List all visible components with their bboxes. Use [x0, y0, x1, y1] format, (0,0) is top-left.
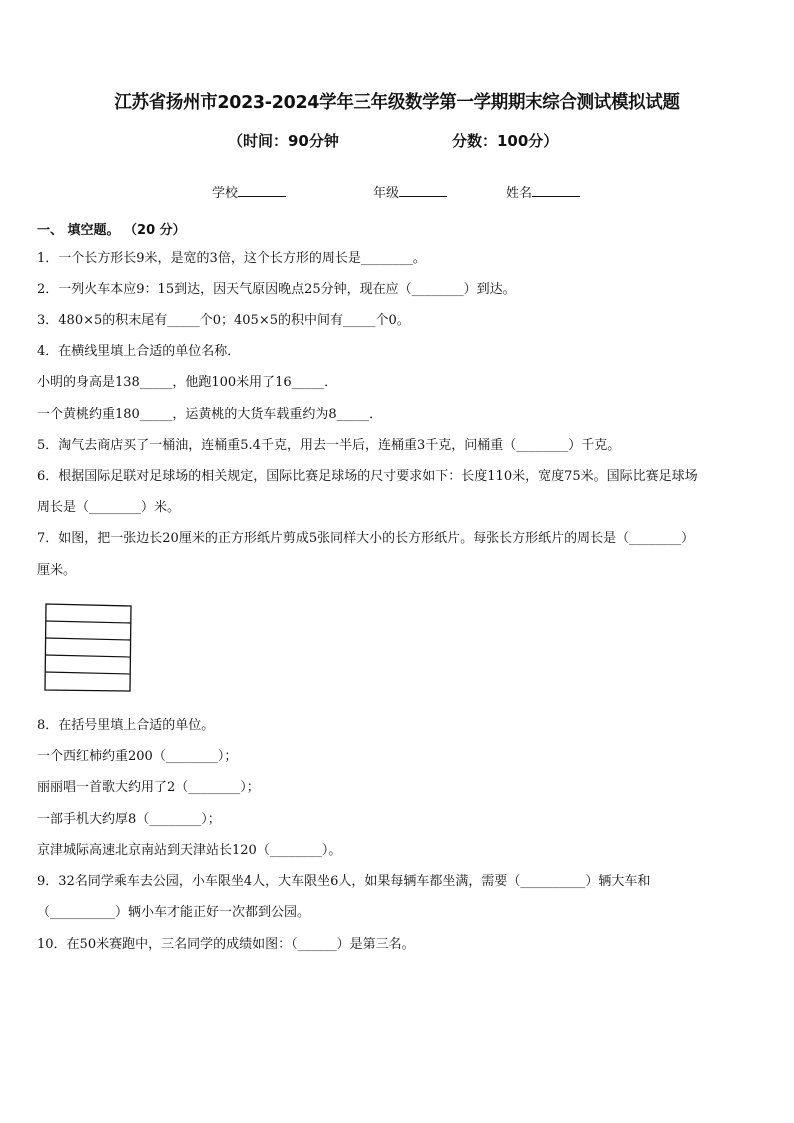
question-3: 3．480×5的积末尾有_____个0；405×5的积中间有_____个0。 [37, 313, 410, 328]
question-7-line-2: 厘米。 [37, 563, 77, 578]
name-label: 姓名 [506, 186, 533, 201]
question-8: 8．在括号里填上合适的单位。 [37, 718, 215, 733]
question-8-part-c: 一部手机大约厚8（________）； [37, 812, 221, 827]
school-label: 学校 [212, 186, 239, 201]
question-6-line-2: 周长是（________）米。 [37, 500, 181, 515]
school-field [212, 182, 286, 201]
question-1: 1．一个长方形长9米，是宽的3倍，这个长方形的周长是________。 [37, 251, 426, 266]
grade-field [373, 182, 447, 201]
question-5: 5．淘气去商店买了一桶油，连桶重5.4千克，用去一半后，连桶重3千克，问桶重（________）千克。 [37, 438, 621, 453]
exam-time: （时间：90分钟 [228, 132, 339, 150]
figure-cut-line-4 [45, 672, 130, 674]
grade-blank [399, 183, 447, 197]
figure-cut-line-1 [46, 621, 131, 623]
school-blank [238, 183, 286, 197]
question-9-line-1: 9．32名同学乘车去公园，小车限坐4人，大车限坐6人，如果每辆车都坐满，需要（__________）辆大车和 [37, 874, 651, 889]
exam-score: 分数：100分） [452, 132, 559, 150]
name-blank [532, 183, 580, 197]
question-8-part-a: 一个西红柿约重200（________）； [37, 749, 238, 764]
question-4: 4．在横线里填上合适的单位名称． [37, 344, 241, 359]
square-cut-figure [44, 603, 136, 695]
question-4-part-a: 小明的身高是138_____，他跑100米用了16_____． [37, 375, 338, 390]
question-2: 2．一列火车本应9：15到达，因天气原因晚点25分钟，现在应（________）到达。 [37, 282, 516, 297]
name-field [506, 182, 580, 201]
question-7-line-1: 7．如图，把一张边长20厘米的正方形纸片剪成5张同样大小的长方形纸片。每张长方形纸片的周长是（________） [37, 531, 695, 546]
figure-outline [45, 604, 131, 691]
question-6-line-1: 6．根据国际足联对足球场的相关规定，国际比赛足球场的尺寸要求如下：长度110米，宽度75米。国际比赛足球场 [37, 469, 698, 484]
exam-title: 江苏省扬州市2023-2024学年三年级数学第一学期期末综合测试模拟试题 [114, 92, 680, 113]
figure-cut-line-2 [46, 638, 131, 640]
section-heading: 一、 填空题。 （20 分） [37, 223, 186, 238]
question-8-part-b: 丽丽唱一首歌大约用了2（________）； [37, 780, 260, 795]
figure-cut-line-3 [45, 655, 130, 657]
question-9-line-2: （__________）辆小车才能正好一次都到公园。 [37, 905, 311, 920]
grade-label: 年级 [373, 186, 400, 201]
question-8-part-d: 京津城际高速北京南站到天津站长120（________）。 [37, 843, 342, 858]
question-4-part-b: 一个黄桃约重180_____，运黄桃的大货车载重约为8_____． [37, 407, 383, 422]
question-10: 10．在50米赛跑中，三名同学的成绩如图：（______）是第三名。 [37, 937, 415, 952]
